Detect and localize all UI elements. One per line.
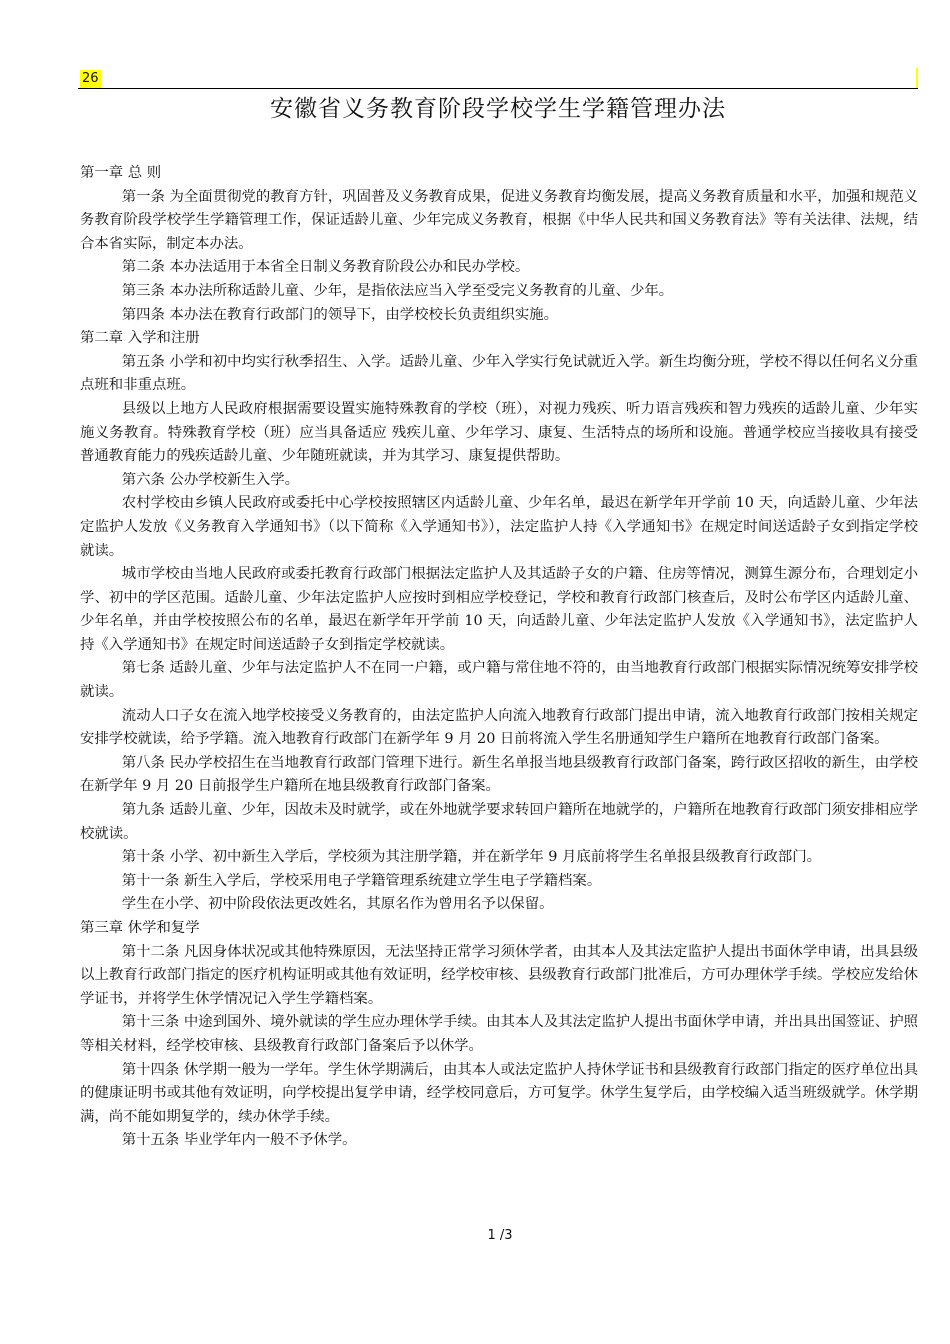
article-paragraph: 第十一条 新生入学后，学校采用电子学籍管理系统建立学生电子学籍档案。 — [121, 872, 602, 889]
article-paragraph: 第十条 小学、初中新生入学后，学校须为其注册学籍，并在新学年 9 月底前将学生名单报县级教育行政部门。 — [121, 849, 821, 866]
header-highlight-mark — [916, 68, 918, 88]
chapter-heading: 第三章 休学和复学 — [80, 920, 200, 936]
page-badge: 26 — [82, 71, 99, 86]
article-paragraph: 第三条 本办法所称适龄儿童、少年，是指依法应当入学至受完义务教育的儿童、少年。 — [121, 282, 674, 299]
article-paragraph: 第十五条 毕业学年内一般不予休学。 — [121, 1132, 357, 1149]
article-paragraph: 第九条 适龄儿童、少年，因故未及时就学，或在外地就学要求转回户籍所在地就学的，户籍所在地教育行政部门须安排相应学校就读。 — [80, 802, 918, 842]
article-paragraph: 第十三条 中途到国外、境外就读的学生应办理休学手续。由其本人及其法定监护人提出书面休学申请，并出具出国签证、护照等相关材料，经学校审核、县级教育行政部门备案后予以休学。 — [80, 1014, 918, 1054]
document-title: 安徽省义务教育阶段学校学生学籍管理办法 — [270, 96, 726, 122]
article-paragraph: 第四条 本办法在教育行政部门的领导下，由学校校长负责组织实施。 — [121, 306, 559, 323]
document-body — [80, 162, 918, 1153]
article-paragraph: 流动人口子女在流入地学校接受义务教育的，由法定监护人向流入地教育行政部门提出申请，流入地教育行政部门按相关规定安排学校就读，给予学籍。流入地教育行政部门在新学年 9 月 20 日前将流入学生名册通知学生户籍所在地教育行政部门备案。 — [80, 707, 918, 748]
article-paragraph: 学生在小学、初中阶段依法更改姓名，其原名作为曾用名予以保留。 — [121, 896, 554, 913]
chapter-heading: 第二章 入学和注册 — [80, 330, 200, 347]
article-paragraph: 第二条 本办法适用于本省全日制义务教育阶段公办和民办学校。 — [121, 259, 530, 276]
article-paragraph: 农村学校由乡镇人民政府或委托中心学校按照辖区内适龄儿童、少年名单，最迟在新学年开学前 10 天，向适龄儿童、少年法定监护人发放《义务教育入学通知书》（以下简称《入学通知书》），法定监护人持《入学通知书》在规定时间送适龄子女到指定学校就读。 — [80, 495, 918, 559]
article-paragraph: 第八条 民办学校招生在当地教育行政部门管理下进行。新生名单报当地县级教育行政部门备案，跨行政区招收的新生，由学校在新学年 9 月 20 日前报学生户籍所在地县级教育行政部门备案。 — [80, 754, 918, 795]
header-rule — [78, 88, 918, 89]
chapter-heading: 第一章 总 则 — [80, 165, 162, 181]
article-paragraph: 第一条 为全面贯彻党的教育方针，巩固普及义务教育成果，促进义务教育均衡发展，提高义务教育质量和水平，加强和规范义务教育阶段学校学生学籍管理工作，保证适龄儿童、少年完成义务教育，根据《中华人民共和国义务教育法》等有关法律、法规，结合本省实际，制定本办法。 — [80, 188, 918, 252]
article-paragraph: 第六条 公办学校新生入学。 — [121, 471, 300, 488]
article-paragraph: 城市学校由当地人民政府或委托教育行政部门根据法定监护人及其适龄子女的户籍、住房等情况，测算生源分布，合理划定小学、初中的学区范围。适龄儿童、少年法定监护人应按时到相应学校登记，学校和教育行政部门核查后，及时公布学区内适龄儿童、少年名单，并由学校按照公布的名单，最迟在新学年开学前 10 天，向适龄儿童、少年法定监护人发放《入学通知书》，法定监护人持《入学通知书》在规定时间送适龄子女到指定学校就读。 — [80, 566, 918, 653]
article-paragraph: 第五条 小学和初中均实行秋季招生、入学。适龄儿童、少年入学实行免试就近入学。新生均衡分班，学校不得以任何名义分重点班和非重点班。 — [80, 353, 918, 394]
article-paragraph: 第十二条 凡因身体状况或其他特殊原因，无法坚持正常学习须休学者，由其本人及其法定监护人提出书面休学申请，出具县级以上教育行政部门指定的医疗机构证明或其他有效证明，经学校审核、县级教育行政部门批准后，方可办理休学手续。学校应发给休学证书，并将学生休学情况记入学生学籍档案。 — [80, 943, 918, 1007]
article-paragraph: 第十四条 休学期一般为一学年。学生休学期满后，由其本人或法定监护人持休学证书和县级教育行政部门指定的医疗单位出具的健康证明书或其他有效证明，向学校提出复学申请，经学校同意后，方可复学。休学生复学后，由学校编入适当班级就学。休学期满，尚不能如期复学的，续办休学手续。 — [80, 1061, 918, 1125]
article-paragraph: 县级以上地方人民政府根据需要设置实施特殊教育的学校（班），对视力残疾、听力语言残疾和智力残疾的适龄儿童、少年实施义务教育。特殊教育学校（班）应当具备适应 残疾儿童、少年学习、康复、生活特点的场所和设施。普通学校应当接收具有接受普通教育能力的残疾适龄儿童、少年随班就读，并为其学习、康复提供帮助。 — [80, 400, 918, 465]
page-number: 1 /3 — [487, 1228, 513, 1243]
article-paragraph: 第七条 适龄儿童、少年与法定监护人不在同一户籍，或户籍与常住地不符的，由当地教育行政部门根据实际情况统筹安排学校就读。 — [80, 660, 918, 701]
